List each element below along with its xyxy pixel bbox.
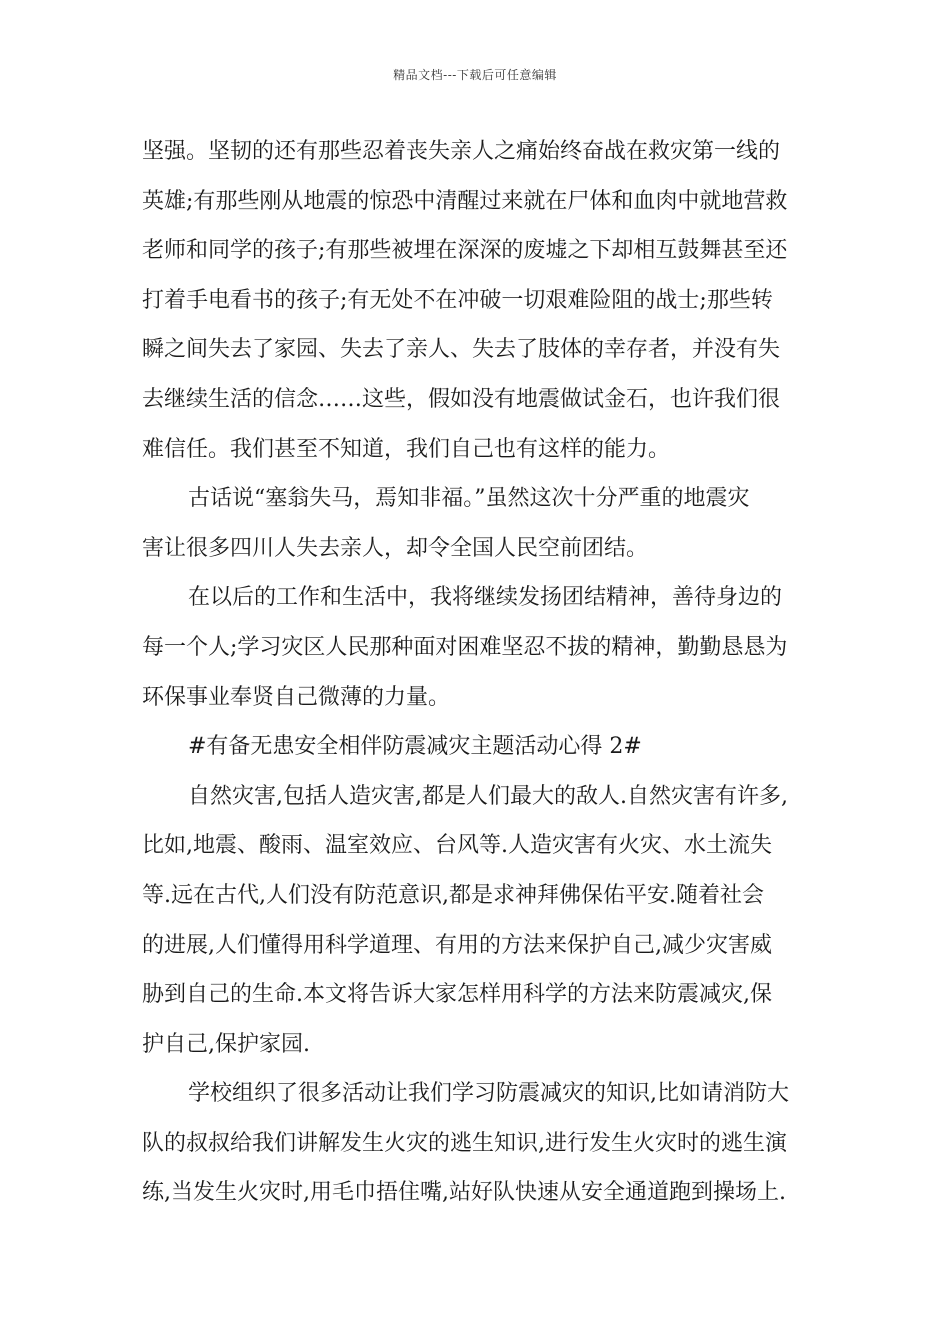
text-line: 自然灾害,包括人造灾害,都是人们最大的敌人.自然灾害有许多, bbox=[188, 783, 788, 809]
text-line: 等.远在古代,人们没有防范意识,都是求神拜佛保佑平安.随着社会 bbox=[142, 882, 764, 908]
text-line: 老师和同学的孩子;有那些被埋在深深的废墟之下却相互鼓舞甚至还 bbox=[142, 238, 788, 264]
text-line: 难信任。我们甚至不知道，我们自己也有这样的能力。 bbox=[142, 436, 671, 462]
text-line: 环保事业奉贤自己微薄的力量。 bbox=[142, 684, 451, 710]
page-header: 精品文档---下载后可任意编辑 bbox=[393, 68, 557, 82]
text-line: 打着手电看书的孩子;有无处不在冲破一切艰难险阻的战士;那些转 bbox=[142, 287, 773, 313]
text-line: 的进展,人们懂得用科学道理、有用的方法来保护自己,减少灾害威 bbox=[142, 932, 772, 958]
text-line: 害让很多四川人失去亲人，却令全国人民空前团结。 bbox=[142, 535, 649, 561]
text-line: 练,当发生火灾时,用毛巾捂住嘴,站好队快速从安全通道跑到操场上. bbox=[142, 1180, 786, 1206]
text-line: 坚强。坚韧的还有那些忍着丧失亲人之痛始终奋战在救灾第一线的 bbox=[142, 139, 781, 164]
text-line: #有备无患安全相伴防震减灾主题活动心得 2# bbox=[188, 734, 642, 760]
text-line: 古话说“塞翁失马，焉知非福。”虽然这次十分严重的地震灾 bbox=[188, 486, 750, 512]
text-line: 护自己,保护家园. bbox=[142, 1031, 310, 1057]
text-line: 队的叔叔给我们讲解发生火灾的逃生知识,进行发生火灾时的逃生演 bbox=[142, 1130, 787, 1156]
document-body bbox=[142, 127, 810, 1218]
text-line: 在以后的工作和生活中，我将继续发扬团结精神，善待身边的 bbox=[188, 585, 783, 611]
text-line: 英雄;有那些刚从地震的惊恐中清醒过来就在尸体和血肉中就地营救 bbox=[142, 188, 788, 214]
text-line: 胁到自己的生命.本文将告诉大家怎样用科学的方法来防震减灾,保 bbox=[142, 982, 772, 1008]
text-line: 学校组织了很多活动让我们学习防震减灾的知识,比如请消防大 bbox=[188, 1081, 789, 1107]
text-line: 瞬之间失去了家园、失去了亲人、失去了肢体的幸存者，并没有失 bbox=[142, 337, 781, 363]
text-line: 去继续生活的信念……这些，假如没有地震做试金石，也许我们很 bbox=[142, 386, 781, 412]
text-line: 每一个人;学习灾区人民那种面对困难坚忍不拔的精神，勤勤恳恳为 bbox=[142, 634, 788, 660]
text-line: 比如,地震、酸雨、温室效应、台风等.人造灾害有火灾、水土流失 bbox=[142, 833, 772, 859]
